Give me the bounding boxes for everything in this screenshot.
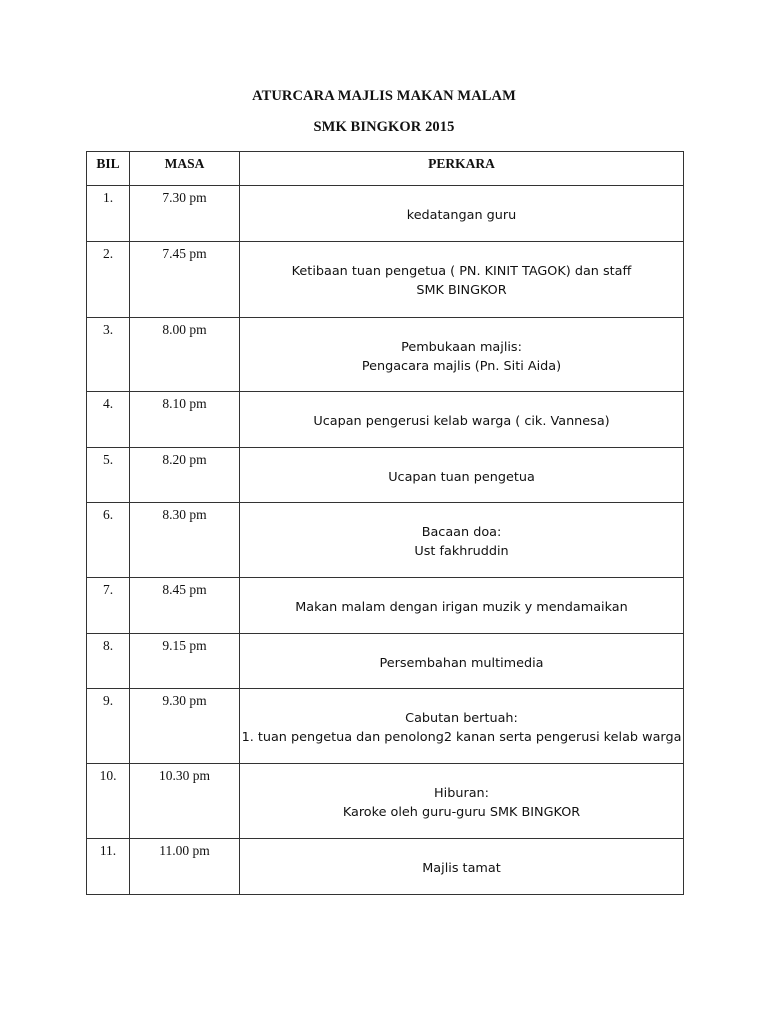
event-line: Pengacara majlis (Pn. Siti Aida): [361, 359, 562, 374]
row-event: [240, 242, 684, 318]
row-event: [240, 186, 684, 242]
row-number: 11.: [87, 839, 130, 895]
row-time: 8.10 pm: [130, 392, 240, 448]
event-line: SMK BINGKOR: [416, 283, 507, 298]
event-line: Makan malam dengan irigan muzik y mendamaikan: [295, 600, 628, 615]
row-number: 9.: [87, 689, 130, 764]
row-event: [240, 448, 684, 503]
table-row: [87, 503, 684, 578]
row-event: [240, 503, 684, 578]
header-masa: MASA: [130, 152, 240, 186]
document-title: ATURCARA MAJLIS MAKAN MALAM: [252, 88, 516, 104]
table-row: [87, 578, 684, 634]
header-bil: BIL: [87, 152, 130, 186]
row-time: 8.20 pm: [130, 448, 240, 503]
row-time: 8.45 pm: [130, 578, 240, 634]
row-time: 9.30 pm: [130, 689, 240, 764]
event-line: Ketibaan tuan pengetua ( PN. KINIT TAGOK) dan staff: [291, 264, 632, 279]
row-time: 7.30 pm: [130, 186, 240, 242]
table-row: [87, 318, 684, 392]
event-line: Ucapan tuan pengetua: [388, 470, 535, 485]
table-row: [87, 392, 684, 448]
row-number: 6.: [87, 503, 130, 578]
event-line: Persembahan multimedia: [379, 656, 544, 671]
event-line: Karoke oleh guru-guru SMK BINGKOR: [342, 805, 581, 820]
header-perkara: PERKARA: [240, 152, 684, 186]
schedule-table: [86, 151, 684, 895]
row-event: [240, 689, 684, 764]
row-time: 11.00 pm: [130, 839, 240, 895]
document-subtitle: SMK BINGKOR 2015: [313, 119, 455, 135]
event-line: Cabutan bertuah:: [405, 711, 518, 726]
table-row: [87, 764, 684, 839]
table-row: [87, 186, 684, 242]
row-number: 3.: [87, 318, 130, 392]
event-line: Ucapan pengerusi kelab warga ( cik. Vannesa): [313, 414, 610, 429]
row-time: 8.00 pm: [130, 318, 240, 392]
event-line: Bacaan doa:: [421, 525, 502, 540]
row-number: 4.: [87, 392, 130, 448]
table-row: [87, 634, 684, 689]
table-row: [87, 839, 684, 895]
event-line: Majlis tamat: [422, 861, 501, 876]
row-event: [240, 634, 684, 689]
row-number: 8.: [87, 634, 130, 689]
event-line: Hiburan:: [434, 786, 489, 801]
row-event: [240, 578, 684, 634]
row-event: [240, 318, 684, 392]
event-line: kedatangan guru: [406, 208, 517, 223]
table-header-row: [87, 152, 684, 186]
row-time: 7.45 pm: [130, 242, 240, 318]
row-number: 7.: [87, 578, 130, 634]
row-time: 9.15 pm: [130, 634, 240, 689]
table-row: [87, 689, 684, 764]
row-time: 8.30 pm: [130, 503, 240, 578]
row-time: 10.30 pm: [130, 764, 240, 839]
row-event: [240, 764, 684, 839]
table-row: [87, 242, 684, 318]
row-event: [240, 392, 684, 448]
row-number: 2.: [87, 242, 130, 318]
row-number: 5.: [87, 448, 130, 503]
row-number: 10.: [87, 764, 130, 839]
table-row: [87, 448, 684, 503]
event-line: 1. tuan pengetua dan penolong2 kanan serta pengerusi kelab warga: [241, 730, 682, 745]
event-line: Ust fakhruddin: [414, 544, 509, 559]
event-line: Pembukaan majlis:: [401, 340, 522, 355]
row-event: [240, 839, 684, 895]
row-number: 1.: [87, 186, 130, 242]
